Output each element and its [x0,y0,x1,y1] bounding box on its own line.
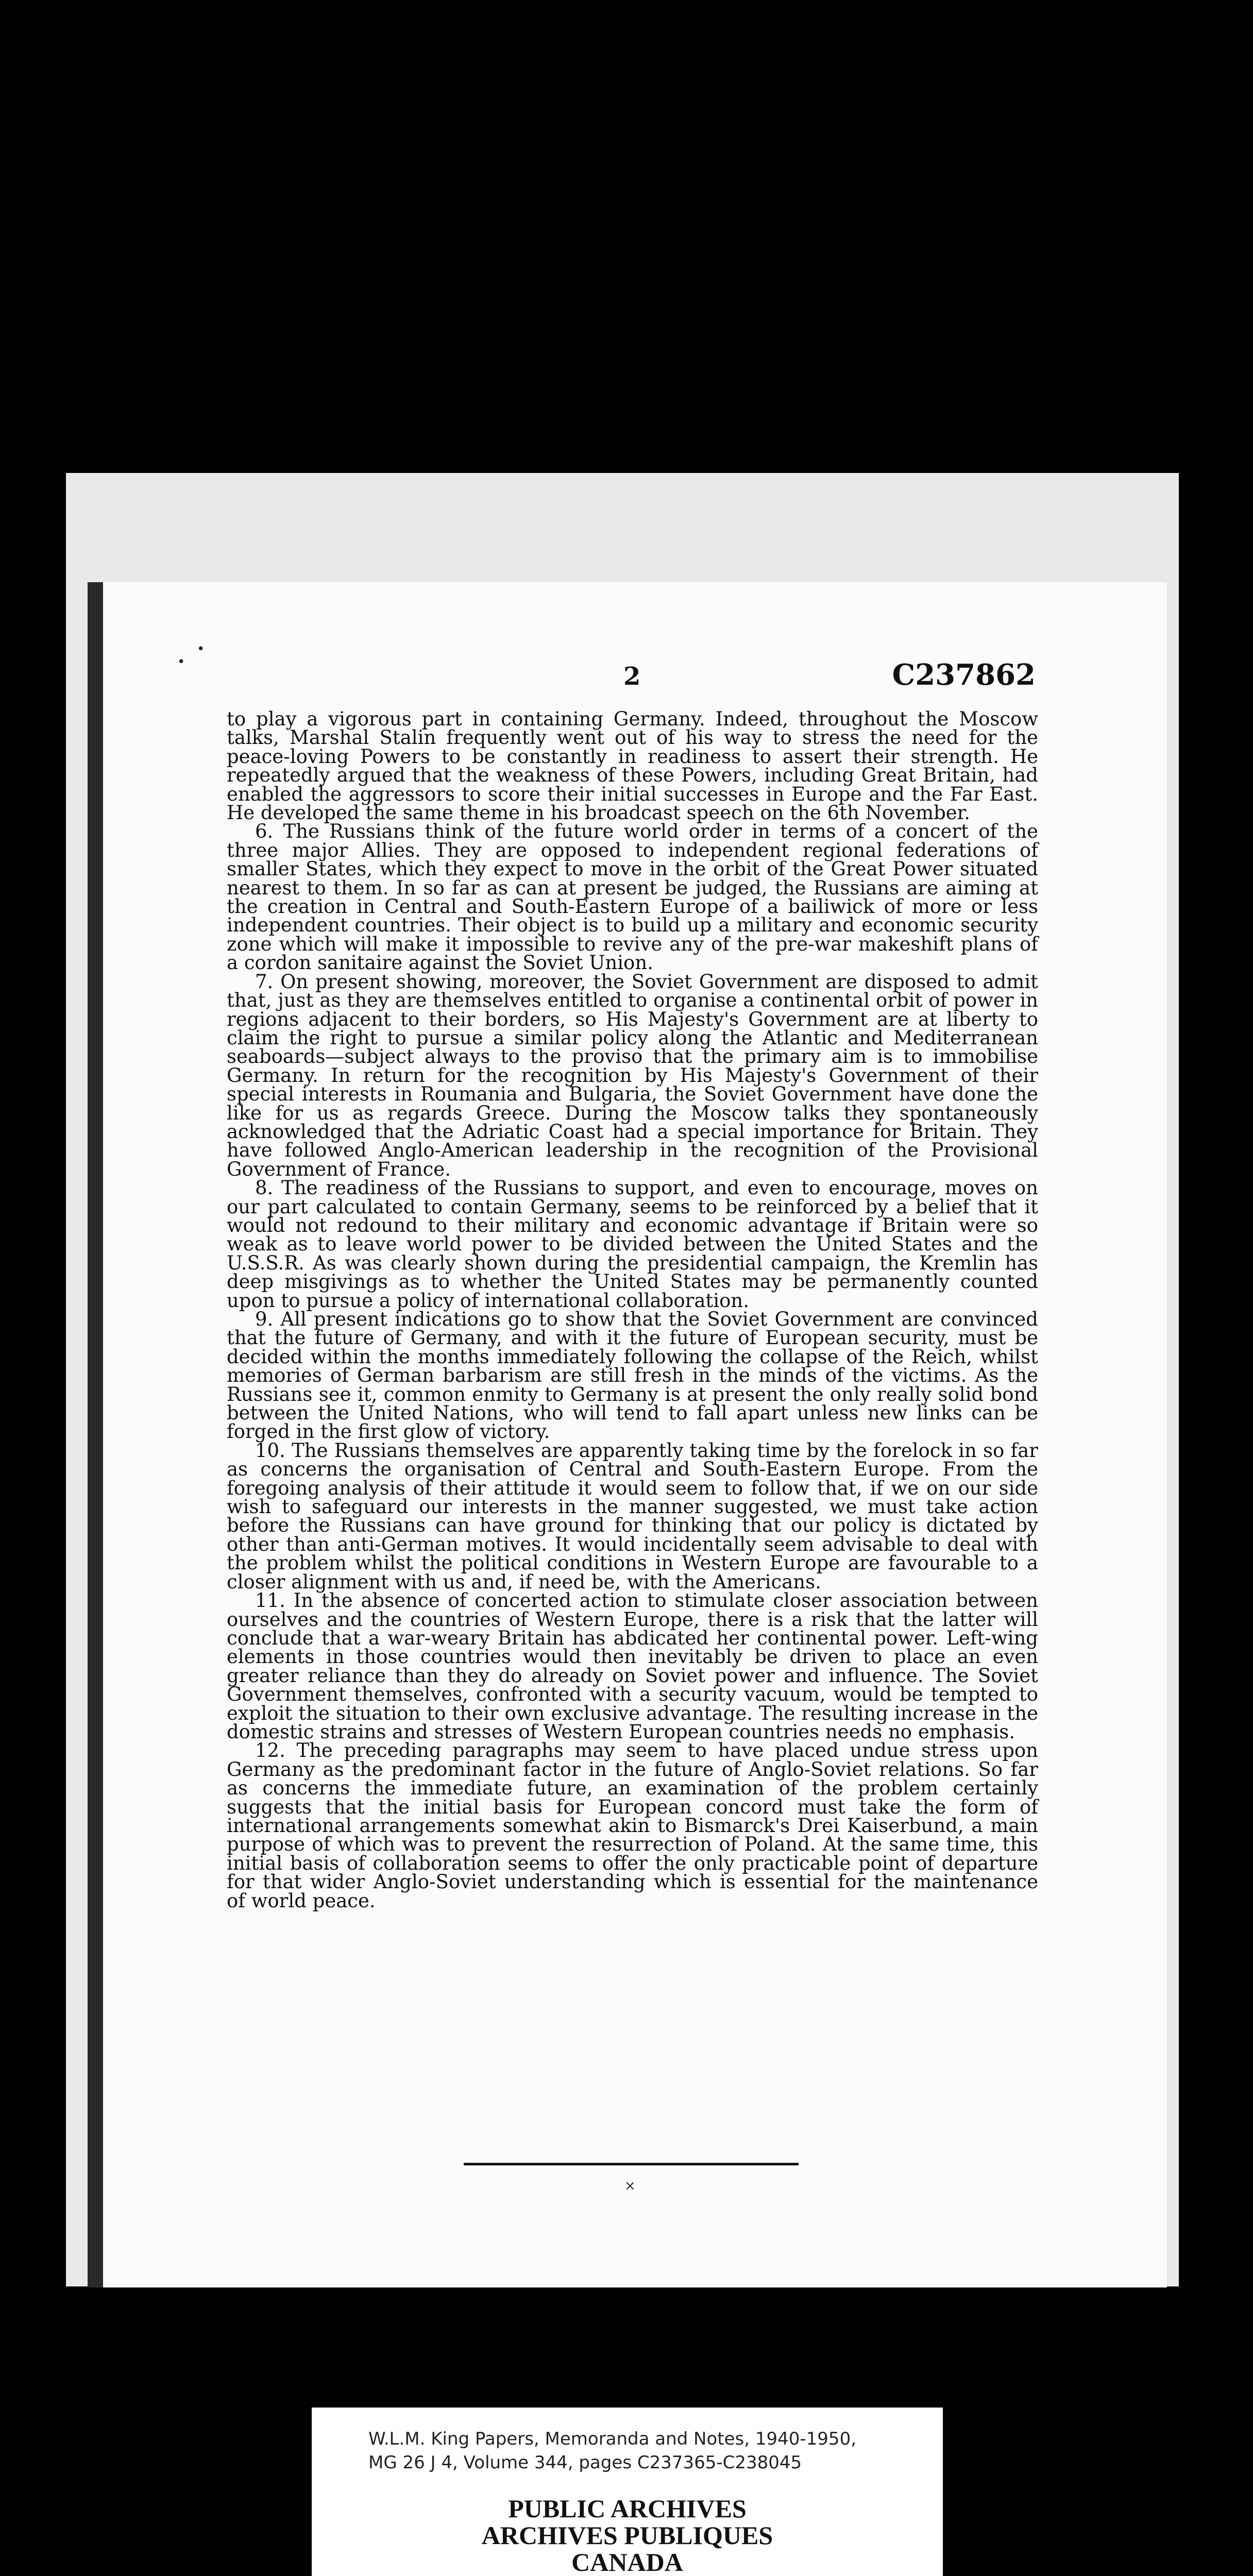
archives-line-3: CANADA [571,2548,683,2576]
paragraph-5-continued: to play a vigorous part in containing Germany. Indeed, throughout the Moscow talks, Marshal Stalin frequently went out of his way to stress the need for the peace-loving Powers to be constantly in readiness to assert their strength. He repeatedly argued that the weakness of these Powers, including Great Britain, had enabled the aggressors to score their initial successes in Europe and the Far East. He developed the same theme in his broadcast speech on the 6th November. [227,708,1038,824]
document-body [227,710,1038,1910]
paragraph-8: 8. The readiness of the Russians to support, and even to encourage, moves on our part calculated to contain Germany, seems to be reinforced by a belief that it would not redound to their military and economic advantage if Britain were so weak as to leave world power to be divided between the United States and the U.S.S.R. As was clearly shown during the presidential campaign, the Kremlin has deep misgivings as to whether the United States may be permanently counted upon to pursue a policy of international collaboration. [227,1177,1038,1312]
page-number: 2 [623,662,641,691]
source-line-1: W.L.M. King Papers, Memoranda and Notes, 1940-1950, [368,2429,857,2449]
archives-line-1: PUBLIC ARCHIVES [508,2494,747,2523]
archives-line-2: ARCHIVES PUBLIQUES [481,2521,773,2550]
reference-number: C237862 [892,658,1036,692]
end-rule [464,2163,799,2165]
paragraph-7: 7. On present showing, moreover, the Soviet Government are disposed to admit that, just as they are themselves entitled to organise a continental orbit of power in regions adjacent to their borders, so His Majesty's Government are at liberty to claim the right to pursue a similar policy along the Atlantic and Mediterranean seaboards—subject always to the proviso that the primary aim is to immobilise Germany. In return for the recognition by His Majesty's Government of their special interests in Roumania and Bulgaria, the Soviet Government have done the like for us as regards Greece. During the Moscow talks they spontaneously acknowledged that the Adriatic Coast had a special importance for Britain. They have followed Anglo-American leadership in the recognition of the Provisional Government of France. [227,970,1038,1180]
archives-stamp [312,2495,943,2575]
end-mark: × [624,2178,636,2194]
source-line-2: MG 26 J 4, Volume 344, pages C237365-C238045 [368,2452,802,2473]
paragraph-6: 6. The Russians think of the future world order in terms of a concert of the three major Allies. They are opposed to independent regional federations of smaller States, which they expect to move in the orbit of the Great Power situated nearest to them. In so far as can at present be judged, the Russians are aiming at the creation in Central and South-Eastern Europe of a bailiwick of more or less independent countries. Their object is to build up a military and economic security zone which will make it impossible to revive any of the pre-war makeshift plans of a cordon sanitaire against the Soviet Union. [227,820,1038,974]
source-citation [312,2408,943,2475]
page-header [227,658,1046,698]
paragraph-11: 11. In the absence of concerted action to stimulate closer association between ourselves and the countries of Western Europe, there is a risk that the latter will conclude that a war-weary Britain has abdicated her continental power. Left-wing elements in those countries would then inevitably be driven to place an even greater reliance than they do already on Soviet power and influence. The Soviet Government themselves, confronted with a security vacuum, would be tempted to exploit the situation to their own exclusive advantage. The resulting increase in the domestic strains and stresses of Western European countries needs no emphasis. [227,1589,1038,1743]
scan-speck: • [177,654,185,670]
archive-label [312,2408,943,2576]
paragraph-9: 9. All present indications go to show that the Soviet Government are convinced that the future of Germany, and with it the future of European security, must be decided within the months immediately following the collapse of the Reich, whilst memories of German barbarism are still fresh in the minds of the victims. As the Russians see it, common enmity to Germany is at present the only really solid bond between the United Nations, who will tend to fall apart unless new links can be forged in the first glow of victory. [227,1308,1038,1443]
paragraph-10: 10. The Russians themselves are apparently taking time by the forelock in so far as concerns the organisation of Central and South-Eastern Europe. From the foregoing analysis of their attitude it would seem to follow that, if we on our side wish to safeguard our interests in the manner suggested, we must take action before the Russians can have ground for thinking that our policy is dictated by other than anti-German motives. It would incidentally seem advisable to deal with the problem whilst the political conditions in Western Europe are favourable to a closer alignment with us and, if need be, with the Americans. [227,1439,1038,1593]
scan-speck: • [197,641,205,657]
paragraph-12: 12. The preceding paragraphs may seem to have placed undue stress upon Germany as the predominant factor in the future of Anglo-Soviet relations. So far as concerns the immediate future, an examination of the problem certainly suggests that the initial basis for European concord must take the form of international arrangements somewhat akin to Bismarck's Drei Kaiserbund, a main purpose of which was to prevent the resurrection of Poland. At the same time, this initial basis of collaboration seems to offer the only practicable point of departure for that wider Anglo-Soviet understanding which is essential for the maintenance of world peace. [227,1739,1038,1912]
